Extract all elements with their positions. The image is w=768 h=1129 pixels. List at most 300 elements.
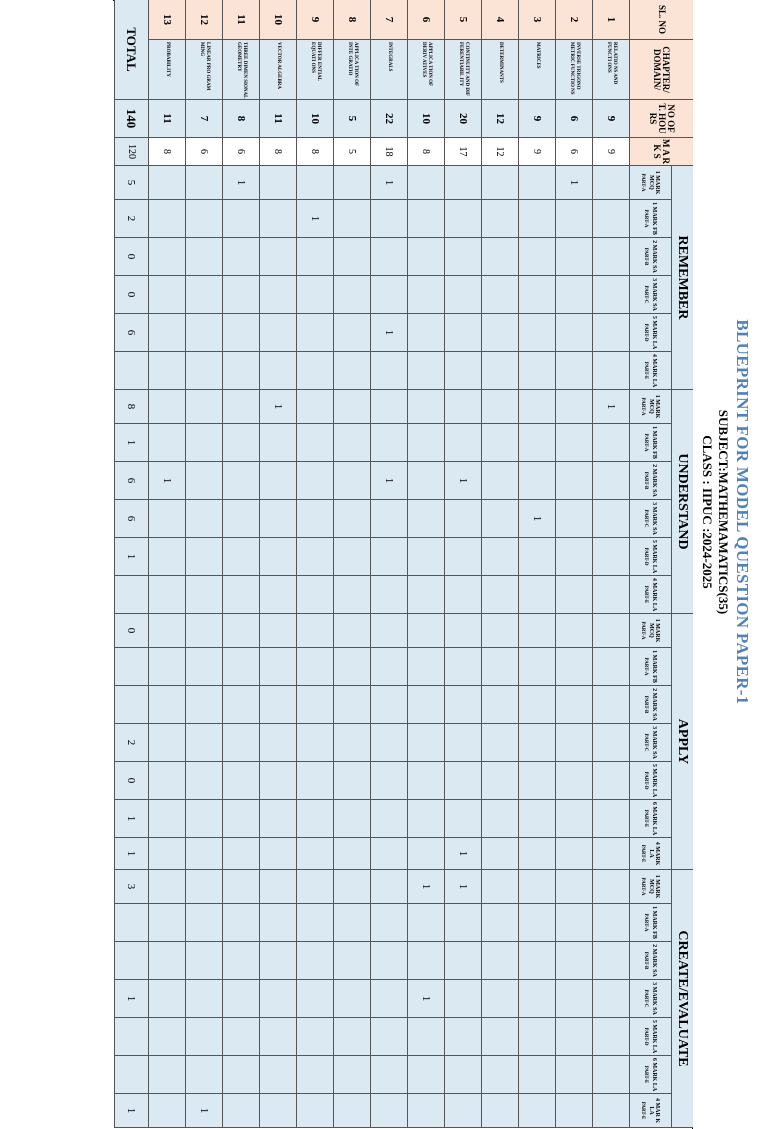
table-cell bbox=[222, 500, 259, 538]
table-cell bbox=[222, 980, 259, 1018]
table-cell bbox=[481, 390, 518, 424]
table-cell bbox=[592, 238, 629, 276]
sub-column-mark: 1 MARK MCQ bbox=[648, 394, 661, 419]
table-cell bbox=[518, 276, 555, 314]
table-cell bbox=[481, 648, 518, 686]
total-cell: 8 bbox=[114, 390, 148, 424]
row-hours: 5 bbox=[333, 100, 370, 138]
table-cell bbox=[185, 390, 222, 424]
table-cell bbox=[370, 870, 407, 904]
table-cell: 1 bbox=[407, 870, 444, 904]
sub-column-mark: 2 MARK SA bbox=[651, 688, 658, 721]
sub-column-mark: 3 MARK SA bbox=[651, 502, 658, 535]
row-sl-no: 13 bbox=[148, 0, 185, 40]
table-cell bbox=[185, 980, 222, 1018]
row-chapter: APPLICA TION OF DERIV ATIVES bbox=[407, 40, 444, 100]
table-cell bbox=[592, 424, 629, 462]
table-cell bbox=[555, 238, 592, 276]
table-cell bbox=[259, 462, 296, 500]
sub-column-part: PART-D bbox=[643, 547, 649, 566]
table-cell bbox=[555, 980, 592, 1018]
table-cell bbox=[555, 576, 592, 614]
table-cell bbox=[481, 762, 518, 800]
table-cell bbox=[592, 648, 629, 686]
table-cell bbox=[296, 942, 333, 980]
table-cell bbox=[333, 838, 370, 870]
sub-column-mark: 3 MARK SA bbox=[651, 982, 658, 1015]
table-cell bbox=[407, 762, 444, 800]
table-cell bbox=[370, 200, 407, 238]
row-marks: 6 bbox=[555, 138, 592, 166]
row-chapter: DIFFER ENTIAL EQUATI ONS bbox=[296, 40, 333, 100]
table-cell bbox=[481, 166, 518, 200]
table-cell bbox=[148, 276, 185, 314]
table-cell bbox=[555, 838, 592, 870]
table-cell bbox=[296, 166, 333, 200]
group-header: UNDERSTAND bbox=[671, 390, 693, 614]
table-cell bbox=[296, 424, 333, 462]
table-cell bbox=[148, 500, 185, 538]
row-hours: 20 bbox=[444, 100, 481, 138]
sub-column-part: PART-B bbox=[643, 247, 649, 266]
table-cell: 1 bbox=[259, 390, 296, 424]
table-cell bbox=[259, 200, 296, 238]
table-cell bbox=[481, 724, 518, 762]
row-hours: 9 bbox=[592, 100, 629, 138]
table-cell bbox=[222, 462, 259, 500]
table-cell bbox=[185, 314, 222, 352]
row-chapter: LINEAR PRO GRAM MING bbox=[185, 40, 222, 100]
table-cell bbox=[444, 166, 481, 200]
table-cell bbox=[259, 424, 296, 462]
table-cell bbox=[407, 166, 444, 200]
table-cell bbox=[333, 276, 370, 314]
sub-column-header bbox=[629, 576, 671, 614]
table-cell bbox=[222, 314, 259, 352]
table-cell bbox=[407, 838, 444, 870]
table-cell bbox=[148, 238, 185, 276]
total-cell: 1 bbox=[114, 1094, 148, 1128]
table-cell bbox=[148, 648, 185, 686]
table-cell bbox=[555, 276, 592, 314]
total-cell: 6 bbox=[114, 500, 148, 538]
table-cell bbox=[444, 614, 481, 648]
sub-column-mark: 5 MARK LA bbox=[651, 539, 658, 574]
table-cell bbox=[259, 648, 296, 686]
sub-column-part: PART-E bbox=[643, 809, 649, 828]
table-cell bbox=[333, 1094, 370, 1128]
table-cell bbox=[370, 980, 407, 1018]
table-cell bbox=[148, 390, 185, 424]
table-cell bbox=[555, 904, 592, 942]
sub-column-header bbox=[629, 166, 671, 200]
table-cell bbox=[333, 238, 370, 276]
table-cell bbox=[333, 942, 370, 980]
table-cell bbox=[296, 838, 333, 870]
table-cell bbox=[222, 614, 259, 648]
chapter-header: CHAPTER/ DOMAIN/ bbox=[629, 40, 693, 100]
table-cell bbox=[592, 314, 629, 352]
table-cell bbox=[444, 942, 481, 980]
total-cell: 0 bbox=[114, 238, 148, 276]
table-cell bbox=[518, 686, 555, 724]
row-hours: 9 bbox=[518, 100, 555, 138]
row-sl-no: 11 bbox=[222, 0, 259, 40]
row-marks: 6 bbox=[185, 138, 222, 166]
table-cell bbox=[296, 870, 333, 904]
sub-column-header bbox=[629, 238, 671, 276]
class-line: CLASS : IIPUC :2024-2025 bbox=[700, 435, 715, 589]
table-cell bbox=[481, 904, 518, 942]
row-hours: 11 bbox=[148, 100, 185, 138]
table-cell bbox=[592, 800, 629, 838]
table-cell bbox=[444, 980, 481, 1018]
sub-column-part: PART-A bbox=[640, 173, 646, 192]
sub-column-header bbox=[629, 390, 671, 424]
table-cell bbox=[259, 314, 296, 352]
table-cell bbox=[333, 424, 370, 462]
table-cell bbox=[555, 500, 592, 538]
table-cell bbox=[185, 686, 222, 724]
table-cell bbox=[148, 686, 185, 724]
row-sl-no: 7 bbox=[370, 0, 407, 40]
table-cell bbox=[370, 724, 407, 762]
table-cell bbox=[333, 800, 370, 838]
table-cell bbox=[222, 1056, 259, 1094]
table-cell: 1 bbox=[592, 390, 629, 424]
total-label: TOTAL bbox=[114, 0, 148, 100]
sub-column-mark: 5 MARK LA bbox=[651, 315, 658, 350]
table-cell bbox=[259, 904, 296, 942]
table-cell bbox=[444, 724, 481, 762]
table-cell bbox=[592, 166, 629, 200]
table-cell bbox=[185, 200, 222, 238]
sub-column-part: PART-D bbox=[643, 1027, 649, 1046]
total-cell: 1 bbox=[114, 800, 148, 838]
table-cell bbox=[185, 942, 222, 980]
sub-column-part: PART-A bbox=[640, 621, 646, 640]
table-cell bbox=[296, 538, 333, 576]
table-cell bbox=[222, 904, 259, 942]
sub-column-header bbox=[629, 1056, 671, 1094]
total-cell: 6 bbox=[114, 314, 148, 352]
table-cell bbox=[407, 942, 444, 980]
total-cell bbox=[114, 1056, 148, 1094]
table-cell bbox=[555, 686, 592, 724]
table-cell bbox=[370, 904, 407, 942]
table-cell bbox=[148, 800, 185, 838]
table-cell bbox=[592, 1056, 629, 1094]
row-sl-no: 1 bbox=[592, 0, 629, 40]
table-cell bbox=[296, 762, 333, 800]
table-cell bbox=[259, 614, 296, 648]
sub-column-part: PART-D bbox=[643, 323, 649, 342]
table-cell bbox=[148, 724, 185, 762]
row-chapter: RELATIO NS AND FUNCTI ONS bbox=[592, 40, 629, 100]
table-cell bbox=[370, 686, 407, 724]
table-cell bbox=[444, 648, 481, 686]
table-cell bbox=[444, 276, 481, 314]
sub-column-header bbox=[629, 980, 671, 1018]
table-cell bbox=[518, 724, 555, 762]
total-marks: 120 bbox=[114, 138, 148, 166]
table-cell bbox=[148, 870, 185, 904]
sub-column-part: PART-A bbox=[643, 209, 649, 228]
total-cell bbox=[114, 686, 148, 724]
table-cell bbox=[518, 980, 555, 1018]
row-chapter: CONTINUITY AND DIF FERENTIABIL ITY bbox=[444, 40, 481, 100]
table-cell bbox=[555, 614, 592, 648]
table-cell bbox=[148, 942, 185, 980]
sub-column-mark: 6 MARK LA bbox=[651, 1057, 658, 1092]
table-cell: 1 bbox=[370, 166, 407, 200]
row-marks: 5 bbox=[333, 138, 370, 166]
row-hours: 12 bbox=[481, 100, 518, 138]
table-cell bbox=[185, 462, 222, 500]
sub-column-part: PART-C bbox=[643, 509, 649, 528]
row-chapter: INVERSE TRIGONO METRIC FUNCTIO NS bbox=[555, 40, 592, 100]
table-cell bbox=[592, 576, 629, 614]
table-cell bbox=[185, 870, 222, 904]
table-cell: 1 bbox=[444, 838, 481, 870]
table-cell bbox=[555, 800, 592, 838]
sub-column-header bbox=[629, 424, 671, 462]
table-cell bbox=[185, 614, 222, 648]
table-cell bbox=[370, 500, 407, 538]
total-cell: 1 bbox=[114, 980, 148, 1018]
table-cell bbox=[407, 424, 444, 462]
table-cell bbox=[333, 390, 370, 424]
table-cell bbox=[333, 686, 370, 724]
table-cell bbox=[259, 724, 296, 762]
table-cell bbox=[592, 762, 629, 800]
table-cell bbox=[296, 648, 333, 686]
table-cell bbox=[407, 314, 444, 352]
table-cell bbox=[555, 424, 592, 462]
total-cell: 0 bbox=[114, 614, 148, 648]
sub-column-part: PART-B bbox=[643, 695, 649, 714]
total-cell: 0 bbox=[114, 762, 148, 800]
total-cell: 1 bbox=[114, 538, 148, 576]
sub-column-header bbox=[629, 614, 671, 648]
table-cell bbox=[518, 462, 555, 500]
table-cell bbox=[185, 724, 222, 762]
table-cell bbox=[407, 724, 444, 762]
row-chapter: MATRICES bbox=[518, 40, 555, 100]
sub-column-header bbox=[629, 276, 671, 314]
table-cell bbox=[407, 904, 444, 942]
table-cell bbox=[481, 838, 518, 870]
sub-column-mark: 2 MARK SA bbox=[651, 240, 658, 273]
table-cell bbox=[259, 800, 296, 838]
sub-column-header bbox=[629, 686, 671, 724]
sub-column-mark: 2 MARK SA bbox=[651, 944, 658, 977]
group-header: APPLY bbox=[671, 614, 693, 870]
table-cell bbox=[222, 762, 259, 800]
table-cell bbox=[555, 724, 592, 762]
table-cell bbox=[555, 1056, 592, 1094]
table-cell bbox=[370, 576, 407, 614]
hours-header: NO OF T. HOU RS bbox=[629, 100, 693, 138]
sub-column-mark: 1 MARK FB bbox=[651, 906, 658, 939]
table-cell bbox=[370, 424, 407, 462]
sub-column-mark: 5 MARK LA bbox=[651, 1019, 658, 1054]
table-cell bbox=[555, 870, 592, 904]
table-cell bbox=[185, 352, 222, 390]
table-cell bbox=[222, 238, 259, 276]
table-cell bbox=[518, 870, 555, 904]
table-cell bbox=[296, 724, 333, 762]
sub-column-part: PART-E bbox=[643, 585, 649, 604]
group-header: CREATE/EVALUATE bbox=[671, 870, 693, 1128]
table-cell bbox=[259, 500, 296, 538]
total-cell: 1 bbox=[114, 838, 148, 870]
row-hours: 11 bbox=[259, 100, 296, 138]
table-cell bbox=[333, 200, 370, 238]
table-cell bbox=[259, 1056, 296, 1094]
table-cell bbox=[444, 538, 481, 576]
table-cell bbox=[185, 424, 222, 462]
row-hours: 10 bbox=[407, 100, 444, 138]
table-cell bbox=[555, 648, 592, 686]
table-cell bbox=[407, 352, 444, 390]
table-cell bbox=[518, 390, 555, 424]
table-cell: 1 bbox=[148, 462, 185, 500]
sub-column-part: PART-A bbox=[643, 433, 649, 452]
total-cell: 5 bbox=[114, 166, 148, 200]
row-hours: 7 bbox=[185, 100, 222, 138]
table-cell bbox=[481, 200, 518, 238]
table-cell bbox=[444, 686, 481, 724]
sub-column-header bbox=[629, 762, 671, 800]
table-cell bbox=[481, 614, 518, 648]
table-cell bbox=[185, 538, 222, 576]
sub-column-part: PART-C bbox=[643, 733, 649, 752]
row-marks: 8 bbox=[296, 138, 333, 166]
row-sl-no: 5 bbox=[444, 0, 481, 40]
table-cell bbox=[333, 166, 370, 200]
table-cell bbox=[259, 1094, 296, 1128]
table-cell bbox=[333, 1056, 370, 1094]
table-cell bbox=[444, 238, 481, 276]
table-cell bbox=[370, 1056, 407, 1094]
sub-column-mark: 4 MARK LA bbox=[651, 577, 658, 612]
table-cell bbox=[518, 838, 555, 870]
table-cell bbox=[407, 800, 444, 838]
table-cell bbox=[333, 904, 370, 942]
table-cell bbox=[148, 538, 185, 576]
table-cell bbox=[518, 538, 555, 576]
table-cell bbox=[555, 1094, 592, 1128]
table-cell bbox=[148, 200, 185, 238]
row-marks: 6 bbox=[222, 138, 259, 166]
table-cell bbox=[444, 1056, 481, 1094]
sub-column-mark: 1 MARK MCQ bbox=[648, 170, 661, 195]
table-cell bbox=[222, 724, 259, 762]
row-marks: 9 bbox=[592, 138, 629, 166]
table-cell bbox=[296, 276, 333, 314]
row-sl-no: 6 bbox=[407, 0, 444, 40]
sub-column-mark: 4 MAR K LA bbox=[648, 1098, 661, 1123]
table-cell bbox=[370, 538, 407, 576]
table-cell bbox=[518, 576, 555, 614]
table-cell bbox=[555, 762, 592, 800]
total-cell: 3 bbox=[114, 870, 148, 904]
total-cell: 2 bbox=[114, 200, 148, 238]
table-cell bbox=[592, 980, 629, 1018]
sub-column-part: PART-A bbox=[643, 657, 649, 676]
table-cell bbox=[148, 838, 185, 870]
table-cell bbox=[148, 904, 185, 942]
row-sl-no: 10 bbox=[259, 0, 296, 40]
sub-column-header bbox=[629, 538, 671, 576]
row-hours: 8 bbox=[222, 100, 259, 138]
table-cell bbox=[481, 942, 518, 980]
sub-column-part: PART-A bbox=[640, 397, 646, 416]
table-cell bbox=[555, 390, 592, 424]
table-cell bbox=[222, 276, 259, 314]
table-cell bbox=[518, 424, 555, 462]
table-cell: 1 bbox=[407, 980, 444, 1018]
table-cell bbox=[148, 576, 185, 614]
table-cell bbox=[296, 614, 333, 648]
table-cell bbox=[296, 462, 333, 500]
table-cell bbox=[296, 352, 333, 390]
table-cell bbox=[333, 762, 370, 800]
sub-column-mark: 1 MARK FB bbox=[651, 426, 658, 459]
table-cell bbox=[222, 800, 259, 838]
table-cell: 1 bbox=[518, 500, 555, 538]
sub-column-mark: 6 MARK LA bbox=[651, 801, 658, 836]
table-cell bbox=[370, 762, 407, 800]
sub-column-header bbox=[629, 462, 671, 500]
row-chapter: PROBABILITY bbox=[148, 40, 185, 100]
table-cell bbox=[481, 980, 518, 1018]
table-cell bbox=[370, 238, 407, 276]
table-cell bbox=[518, 904, 555, 942]
table-cell: 1 bbox=[296, 200, 333, 238]
table-cell bbox=[407, 648, 444, 686]
table-cell bbox=[481, 1056, 518, 1094]
table-cell bbox=[444, 500, 481, 538]
sub-column-mark: 4 MARK LA bbox=[648, 841, 661, 866]
table-cell bbox=[259, 538, 296, 576]
row-marks: 12 bbox=[481, 138, 518, 166]
table-cell bbox=[185, 1056, 222, 1094]
table-cell bbox=[370, 800, 407, 838]
table-cell bbox=[222, 870, 259, 904]
row-chapter: DETERMINANTS bbox=[481, 40, 518, 100]
row-sl-no: 9 bbox=[296, 0, 333, 40]
sub-column-header bbox=[629, 314, 671, 352]
table-cell bbox=[518, 1094, 555, 1128]
table-cell bbox=[592, 724, 629, 762]
sub-column-header bbox=[629, 352, 671, 390]
table-cell bbox=[259, 980, 296, 1018]
table-cell bbox=[407, 200, 444, 238]
table-cell bbox=[592, 904, 629, 942]
table-cell bbox=[481, 314, 518, 352]
total-cell bbox=[114, 942, 148, 980]
table-cell bbox=[222, 352, 259, 390]
row-sl-no: 4 bbox=[481, 0, 518, 40]
table-cell bbox=[259, 238, 296, 276]
table-cell bbox=[148, 1056, 185, 1094]
table-cell bbox=[407, 390, 444, 424]
total-cell: 0 bbox=[114, 276, 148, 314]
sub-column-mark: 1 MARK MCQ bbox=[648, 874, 661, 899]
row-marks: 17 bbox=[444, 138, 481, 166]
